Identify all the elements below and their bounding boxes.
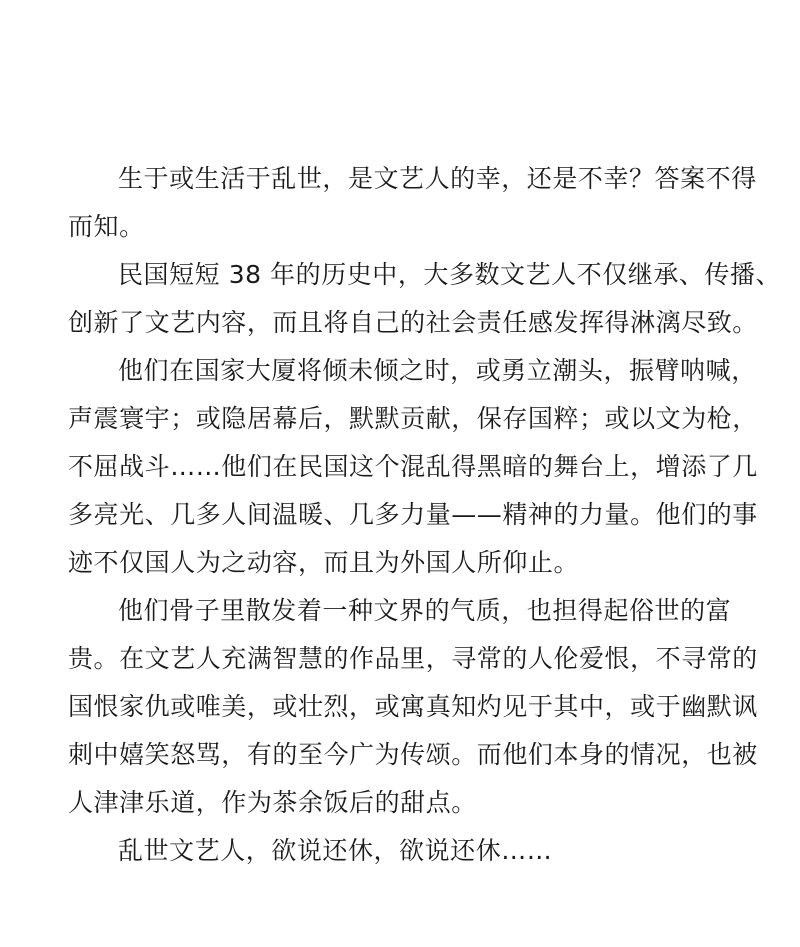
paragraph-2 [68, 251, 782, 347]
paragraph-line: 生于或生活于乱世，是文艺人的幸，还是不幸？答案不得 [118, 164, 757, 193]
paragraph-line: 民国短短 38 年的历史中，大多数文艺人不仅继承、传播、 [118, 260, 782, 289]
paragraph-line: 多亮光、几多人间温暖、几多力量——精神的力量。他们的事 [68, 500, 758, 529]
body-text [68, 155, 782, 875]
paragraph-line: 他们在国家大厦将倾未倾之时，或勇立潮头，振臂呐喊， [118, 356, 757, 385]
paragraph-line: 不屈战斗……他们在民国这个混乱得黑暗的舞台上，增添了几 [68, 452, 758, 481]
paragraph-line: 他们骨子里散发着一种文界的气质，也担得起俗世的富 [118, 596, 732, 625]
paragraph-1 [68, 155, 757, 251]
paragraph-line: 乱世文艺人，欲说还休，欲说还休…… [118, 836, 553, 865]
paragraph-line: 刺中嬉笑怒骂，有的至今广为传颂。而他们本身的情况，也被 [68, 740, 758, 769]
paragraph-line: 国恨家仇或唯美，或壮烈，或寓真知灼见于其中，或于幽默讽 [68, 692, 758, 721]
paragraph-line: 贵。在文艺人充满智慧的作品里，寻常的人伦爱恨，不寻常的 [68, 644, 758, 673]
paragraph-5 [68, 827, 732, 875]
paragraph-line: 迹不仅国人为之动容，而且为外国人所仰止。 [68, 548, 580, 577]
paragraph-line: 人津津乐道，作为茶余饭后的甜点。 [68, 788, 477, 817]
paragraph-4 [68, 587, 758, 827]
paragraph-line: 而知。 [68, 212, 145, 241]
paragraph-3 [68, 347, 758, 587]
paragraph-line: 创新了文艺内容，而且将自己的社会责任感发挥得淋漓尽致。 [68, 308, 758, 337]
paragraph-line: 声震寰宇；或隐居幕后，默默贡献，保存国粹；或以文为枪， [68, 404, 758, 433]
